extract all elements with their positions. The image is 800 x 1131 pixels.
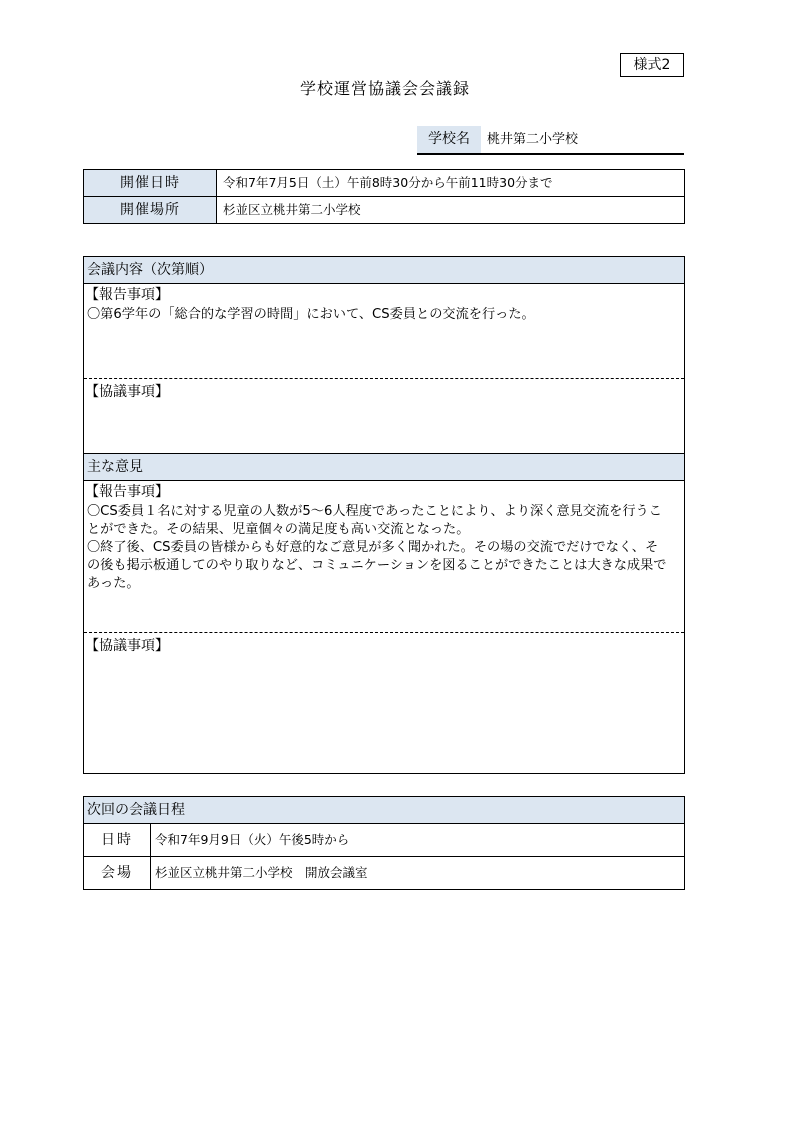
school-name-label: 学校名 (417, 126, 481, 153)
opinions-divider (84, 632, 684, 633)
content-report-section (84, 284, 684, 324)
opinions-section (84, 453, 684, 593)
opinions-discussion-title: 【協議事項】 (85, 638, 169, 654)
meeting-date-label: 開催日時 (84, 170, 217, 196)
opinions-report-line: あった。 (87, 576, 140, 591)
opinions-report-line: とができた。その結果、児童個々の満足度も高い交流となった。 (87, 522, 470, 537)
next-meeting-place-label: 会場 (84, 857, 151, 889)
opinions-report-section (84, 480, 684, 593)
opinions-report-title: 【報告事項】 (85, 484, 169, 500)
content-divider (84, 378, 684, 379)
meeting-place-row (84, 196, 684, 223)
next-meeting-date-row (84, 823, 684, 856)
meeting-place-value: 杉並区立桃井第二小学校 (223, 202, 361, 217)
next-meeting-place-value: 杉並区立桃井第二小学校 開放会議室 (155, 865, 368, 880)
meeting-info-table (83, 169, 685, 224)
opinions-discussion-section (84, 635, 684, 657)
form-number-label: 様式2 (620, 53, 684, 77)
content-report-text: 〇第6学年の「総合的な学習の時間」において、CS委員との交流を行った。 (87, 307, 535, 322)
content-header: 会議内容（次第順） (84, 257, 684, 284)
meeting-date-value: 令和7年7月5日（土）午前8時30分から午前11時30分まで (223, 175, 553, 190)
content-discussion-section (84, 381, 684, 403)
opinions-header: 主な意見 (84, 453, 684, 480)
meeting-content-box (83, 256, 685, 774)
next-meeting-box (83, 796, 685, 890)
next-meeting-date-label: 日時 (84, 824, 151, 856)
meeting-place-label: 開催場所 (84, 197, 217, 223)
school-name-row (417, 126, 684, 155)
next-meeting-date-value: 令和7年9月9日（火）午後5時から (155, 832, 350, 847)
opinions-report-line: 〇終了後、CS委員の皆様からも好意的なご意見が多く聞かれた。その場の交流でだけでなく、そ (87, 540, 659, 555)
next-meeting-place-row (84, 856, 684, 889)
meeting-date-row (84, 170, 684, 196)
content-discussion-title: 【協議事項】 (85, 384, 169, 400)
opinions-report-line: 〇CS委員１名に対する児童の人数が5～6人程度であったことにより、より深く意見交流を行うこ (87, 504, 662, 519)
school-name-value: 桃井第二小学校 (487, 132, 579, 147)
content-report-title: 【報告事項】 (85, 287, 169, 303)
next-meeting-header: 次回の会議日程 (84, 797, 684, 823)
opinions-report-line: の後も掲示板通してのやり取りなど、コミュニケーションを図ることができたことは大きな成果で (87, 558, 667, 573)
document-title: 学校運営協議会会議録 (299, 79, 470, 98)
